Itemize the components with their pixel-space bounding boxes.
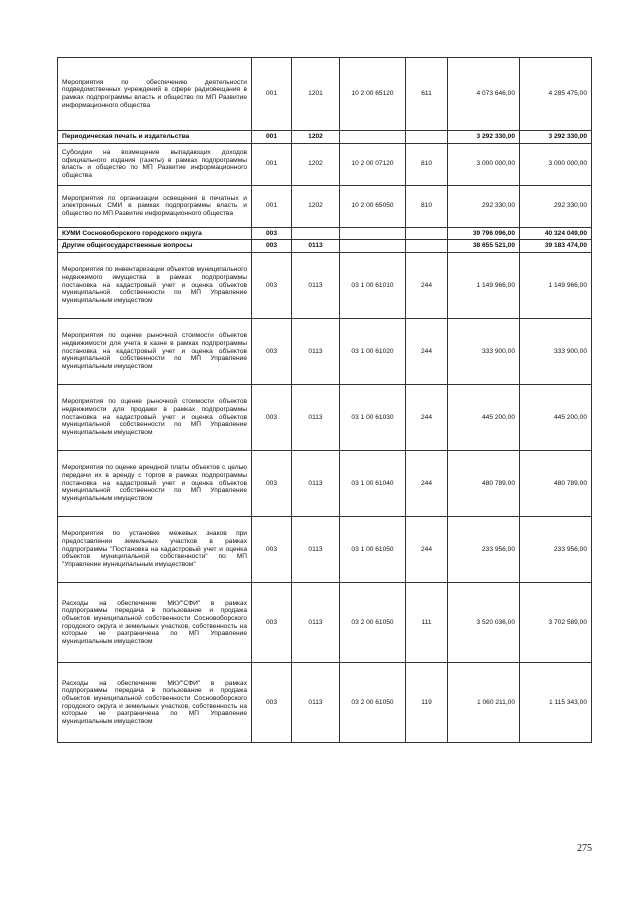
- budget-table: [57, 57, 592, 743]
- row-section-code: 0113: [292, 517, 340, 583]
- row-grbs-code: 001: [252, 143, 292, 185]
- row-amount-year2: 333 900,00: [520, 319, 592, 385]
- row-grbs-code: 003: [252, 253, 292, 319]
- row-amount-year1: 3 292 330,00: [448, 131, 520, 144]
- row-section-code: 0113: [292, 451, 340, 517]
- row-description: Расходы на обеспечение МКУ"СФИ" в рамках подпрограммы передача в пользование и продажа объектов муниципальной собственности Сосновоборского городского округа и земельных участков, собственность на которые не разграничена по МП Управление муниципальным имуществом: [58, 663, 252, 743]
- row-description: Периодическая печать и издательства: [58, 131, 252, 144]
- row-expense-type: 244: [406, 385, 448, 451]
- table-row: [58, 253, 592, 319]
- row-grbs-code: 003: [252, 451, 292, 517]
- row-section-code: 0113: [292, 240, 340, 253]
- row-amount-year1: 39 796 096,00: [448, 227, 520, 240]
- row-grbs-code: 003: [252, 663, 292, 743]
- table-row: [58, 143, 592, 185]
- row-grbs-code: 003: [252, 583, 292, 663]
- row-target-article: [340, 131, 406, 144]
- row-target-article: 03 2 00 61050: [340, 583, 406, 663]
- row-amount-year2: 4 285 475,00: [520, 58, 592, 131]
- row-section-code: 0113: [292, 385, 340, 451]
- row-expense-type: 111: [406, 583, 448, 663]
- row-section-code: 0113: [292, 253, 340, 319]
- row-description: Мероприятия по оценке рыночной стоимости объектов недвижимости для продажи в рамках подпрограммы постановка на кадастровый учет и оценка объектов муниципальной собственности по МП Управление муниципальным имуществом: [58, 385, 252, 451]
- row-section-code: 1202: [292, 131, 340, 144]
- row-section-code: 0113: [292, 583, 340, 663]
- row-amount-year2: 39 183 474,00: [520, 240, 592, 253]
- table-row: [58, 385, 592, 451]
- row-expense-type: 244: [406, 451, 448, 517]
- row-grbs-code: 001: [252, 185, 292, 227]
- row-amount-year1: 3 000 000,00: [448, 143, 520, 185]
- row-amount-year1: 4 073 646,00: [448, 58, 520, 131]
- row-amount-year2: 292 330,00: [520, 185, 592, 227]
- row-expense-type: [406, 227, 448, 240]
- row-target-article: [340, 240, 406, 253]
- row-amount-year1: 38 655 521,00: [448, 240, 520, 253]
- row-expense-type: 244: [406, 253, 448, 319]
- row-description: КУМИ Сосновоборского городского округа: [58, 227, 252, 240]
- table-row: [58, 583, 592, 663]
- row-section-code: [292, 227, 340, 240]
- row-amount-year1: 233 956,00: [448, 517, 520, 583]
- table-row: [58, 240, 592, 253]
- row-expense-type: 119: [406, 663, 448, 743]
- row-grbs-code: 003: [252, 227, 292, 240]
- row-target-article: 03 1 00 61010: [340, 253, 406, 319]
- row-expense-type: 810: [406, 185, 448, 227]
- table-row: [58, 131, 592, 144]
- row-amount-year2: 3 000 000,00: [520, 143, 592, 185]
- row-amount-year2: 480 789,00: [520, 451, 592, 517]
- page-number: 275: [577, 843, 592, 854]
- row-amount-year1: 333 900,00: [448, 319, 520, 385]
- row-expense-type: 810: [406, 143, 448, 185]
- row-amount-year2: 40 324 049,00: [520, 227, 592, 240]
- row-target-article: 03 2 00 61050: [340, 663, 406, 743]
- row-amount-year1: 292 330,00: [448, 185, 520, 227]
- row-grbs-code: 001: [252, 131, 292, 144]
- row-target-article: 03 1 00 61030: [340, 385, 406, 451]
- row-amount-year2: 3 292 330,00: [520, 131, 592, 144]
- row-expense-type: [406, 240, 448, 253]
- row-amount-year1: 1 149 966,00: [448, 253, 520, 319]
- row-grbs-code: 001: [252, 58, 292, 131]
- row-description: Мероприятия по установке межевых знаков при предоставлении земельных участков в рамках подпрограммы "Постановка на кадастровый учет и оценка объектов муниципальной собственности" по МП "Управление муниципальным имуществом": [58, 517, 252, 583]
- row-description: Расходы на обеспечение МКУ"СФИ" в рамках подпрограммы передача в пользование и продажа объектов муниципальной собственности Сосновоборского городского округа и земельных участков, собственность на которые не разграничена по МП Управление муниципальным имуществом: [58, 583, 252, 663]
- row-section-code: 0113: [292, 663, 340, 743]
- table-row: [58, 185, 592, 227]
- row-expense-type: 244: [406, 319, 448, 385]
- row-target-article: 03 1 00 61020: [340, 319, 406, 385]
- row-amount-year2: 445 200,00: [520, 385, 592, 451]
- row-section-code: 1201: [292, 58, 340, 131]
- row-grbs-code: 003: [252, 385, 292, 451]
- row-amount-year1: 480 789,00: [448, 451, 520, 517]
- row-section-code: 1202: [292, 185, 340, 227]
- row-description: Субсидии на возмещение выпадающих доходов официального издания (газеты) в рамках подпрограммы власть и общество по МП Развитие информационного общества: [58, 143, 252, 185]
- row-expense-type: 611: [406, 58, 448, 131]
- table-row: [58, 58, 592, 131]
- row-target-article: 03 1 00 61040: [340, 451, 406, 517]
- row-amount-year2: 1 149 966,00: [520, 253, 592, 319]
- row-expense-type: [406, 131, 448, 144]
- row-description: Мероприятия по оценке рыночной стоимости объектов недвижимости для учета в казне в рамках подпрограммы постановка на кадастровый учет и оценка объектов муниципальной собственности по МП Управление муниципальным имуществом: [58, 319, 252, 385]
- table-row: [58, 319, 592, 385]
- row-target-article: 10 2 00 65120: [340, 58, 406, 131]
- row-expense-type: 244: [406, 517, 448, 583]
- row-amount-year2: 233 956,00: [520, 517, 592, 583]
- row-target-article: 10 2 00 07120: [340, 143, 406, 185]
- row-description: Мероприятия по обеспечению деятельности подведомственных учреждений в сфере радиовещания в рамках подпрограммы власть и общество по МП Развитие информационного общества: [58, 58, 252, 131]
- row-target-article: 10 2 00 65050: [340, 185, 406, 227]
- budget-table-sheet: [57, 57, 591, 743]
- row-grbs-code: 003: [252, 319, 292, 385]
- row-grbs-code: 003: [252, 240, 292, 253]
- table-row: [58, 517, 592, 583]
- row-amount-year1: 445 200,00: [448, 385, 520, 451]
- table-row: [58, 663, 592, 743]
- row-description: Мероприятия по инвентаризации объектов муниципального недвижимого имущества в рамках подпрограммы постановка на кадастровый учет и оценка объектов муниципальной собственности по МП Управление муниципальным имуществом: [58, 253, 252, 319]
- row-amount-year2: 1 115 343,00: [520, 663, 592, 743]
- table-row: [58, 227, 592, 240]
- row-amount-year2: 3 702 589,00: [520, 583, 592, 663]
- row-section-code: 1202: [292, 143, 340, 185]
- row-amount-year1: 1 060 211,00: [448, 663, 520, 743]
- row-target-article: [340, 227, 406, 240]
- row-description: Мероприятия по оценке арендной платы объектов с целью передачи их в аренду с торгов в рамках подпрограммы постановка на кадастровый учет и оценка объектов муниципальной собственности по МП Управление муниципальным имуществом: [58, 451, 252, 517]
- row-amount-year1: 3 520 036,00: [448, 583, 520, 663]
- table-row: [58, 451, 592, 517]
- table-body: [58, 58, 592, 743]
- row-description: Мероприятия по организации освещения в печатных и электронных СМИ в рамках подпрограммы власть и общество по МП Развитие информационного общества: [58, 185, 252, 227]
- row-description: Другие общегосударственные вопросы: [58, 240, 252, 253]
- row-grbs-code: 003: [252, 517, 292, 583]
- row-section-code: 0113: [292, 319, 340, 385]
- row-target-article: 03 1 00 61050: [340, 517, 406, 583]
